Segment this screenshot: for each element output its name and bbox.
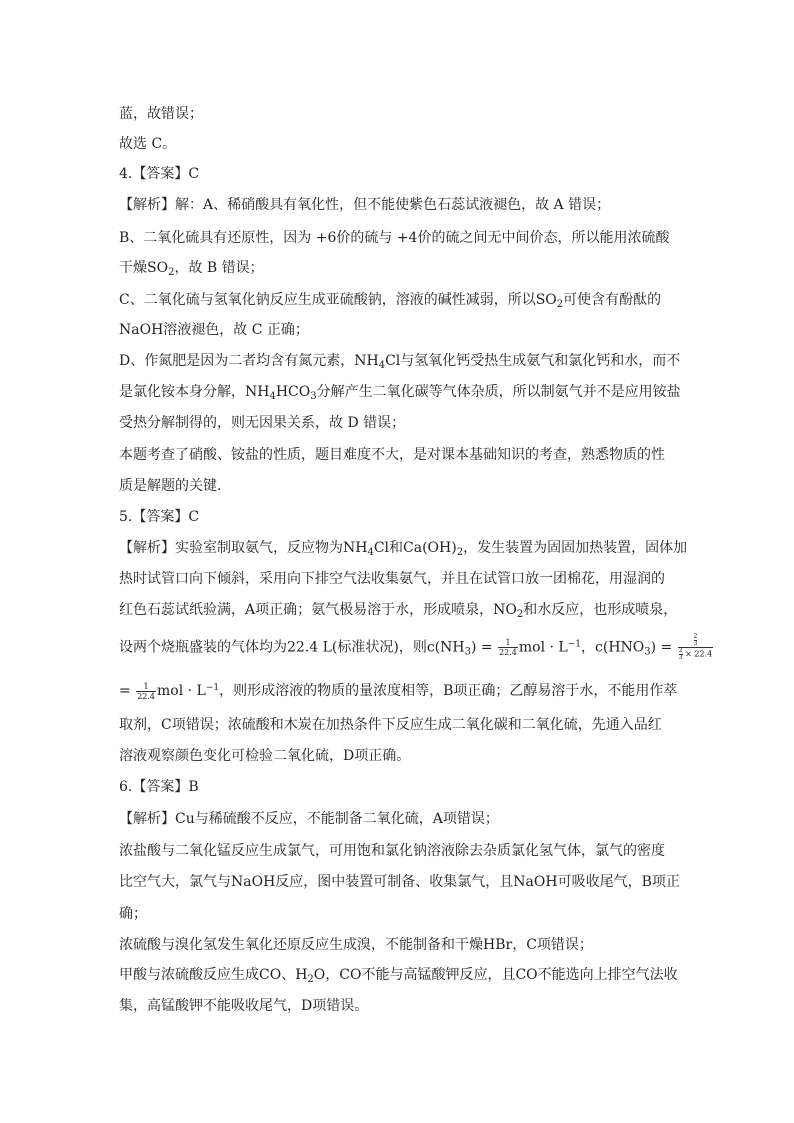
analysis-line: 【解析】Cu与稀硫酸不反应，不能制备二氧化硫，A项错误； [119, 811, 499, 827]
text-line: 故选 C。 [119, 136, 177, 152]
formula-line: 设两个烧瓶盛装的气体均为22.4 L(标准状况)，则$c(NH_3)$ = $\frac{1}{22.4}$ mol · $L^{-1}$，$c(HNO_3)$ = $\frac{2}{3}$ $\frac{2}{3}$ × 22.4 [119, 633, 713, 661]
text-line: 集，高锰酸钾不能吸收尾气，D项错误。 [119, 998, 369, 1014]
text-line: 浓硫酸与溴化氢发生氧化还原反应生成溴，不能制备和干燥HBr，C项错误； [119, 937, 593, 953]
text-line: 甲酸与浓硫酸反应生成CO、$H_2O$，CO不能与高锰酸钾反应，且CO不能选向上排空气法收 [119, 967, 678, 985]
text-line: 浓盐酸与二氧化锰反应生成氯气，可用饱和氯化钠溶液除去杂质氯化氢气体，氯气的密度 [119, 843, 665, 859]
text-line: 是氯化铵本身分解，$NH_4HCO_3$分解产生二氧化碳等气体杂质，所以制氨气并不是应用铵盐 [119, 384, 681, 402]
text-line: 取剂，C项错误；浓硫酸和木炭在加热条件下反应生成二氧化碳和二氧化硫，先通入品红 [119, 717, 662, 733]
fraction: $\frac{1}{22.4}$ [137, 681, 155, 701]
text-line: 蓝，故错误； [119, 106, 203, 122]
text-line: C、二氧化硫与氢氧化钠反应生成亚硫酸钠，溶液的碱性减弱，所以$SO_2$可使含有酚酞的 [119, 292, 662, 310]
answer-heading-6: 6.【答案】B [119, 779, 199, 795]
text-line: 热时试管口向下倾斜，采用向下排空气法收集氨气，并且在试管口放一团棉花，用湿润的 [119, 571, 665, 587]
text-line: NaOH溶液褪色，故 C 正确； [119, 322, 309, 338]
answer-heading-5: 5.【答案】C [119, 509, 200, 525]
fraction: $\frac{2}{3}$ $\frac{2}{3}$ × 22.4 [678, 633, 713, 661]
answer-heading-4: 4.【答案】C [119, 166, 200, 182]
analysis-line: 【解析】实验室制取氨气，反应物为$NH_4Cl$和$Ca(OH)_2$，发生装置为固固加热装置，固体加 [119, 540, 688, 558]
text-line: 确； [119, 906, 147, 922]
text-line: 溶液观察颜色变化可检验二氧化硫，D项正确。 [119, 748, 411, 764]
text-line: 本题考查了硝酸、铵盐的性质，题目难度不大，是对课本基础知识的考查，熟悉物质的性 [119, 447, 665, 463]
text-line: 受热分解制得的，则无因果关系，故 D 错误； [119, 415, 406, 431]
fraction: $\frac{1}{22.4}$ [499, 638, 517, 657]
analysis-line: 【解析】解：A、稀硝酸具有氧化性，但不能使紫色石蕊试液褪色，故 A 错误； [119, 197, 611, 213]
text-line: 比空气大，氯气与NaOH反应，图中装置可制备、收集氯气，且NaOH可吸收尾气，B项正 [119, 874, 680, 890]
text-line: 干燥$SO_2$，故 B 错误； [119, 260, 264, 278]
text-line: 质是解题的关键． [119, 478, 231, 494]
formula-line: = $\frac{1}{22.4}$ mol · $L^{-1}$，则形成溶液的物质的量浓度相等，B项正确；乙醇易溶于水，不能用作萃 [119, 681, 678, 701]
text-line: D、作氮肥是因为二者均含有氮元素，$NH_4Cl$与氢氧化钙受热生成氨气和氯化钙和水，而不 [119, 353, 681, 371]
text-line: B、二氧化硫具有还原性，因为 +6价的硫与 +4价的硫之间无中间价态，所以能用浓硫酸 [119, 230, 670, 246]
text-line: 红色石蕊试纸验满，A项正确；氨气极易溶于水，形成喷泉，$NO_2$和水反应，也形成喷泉， [119, 602, 678, 620]
